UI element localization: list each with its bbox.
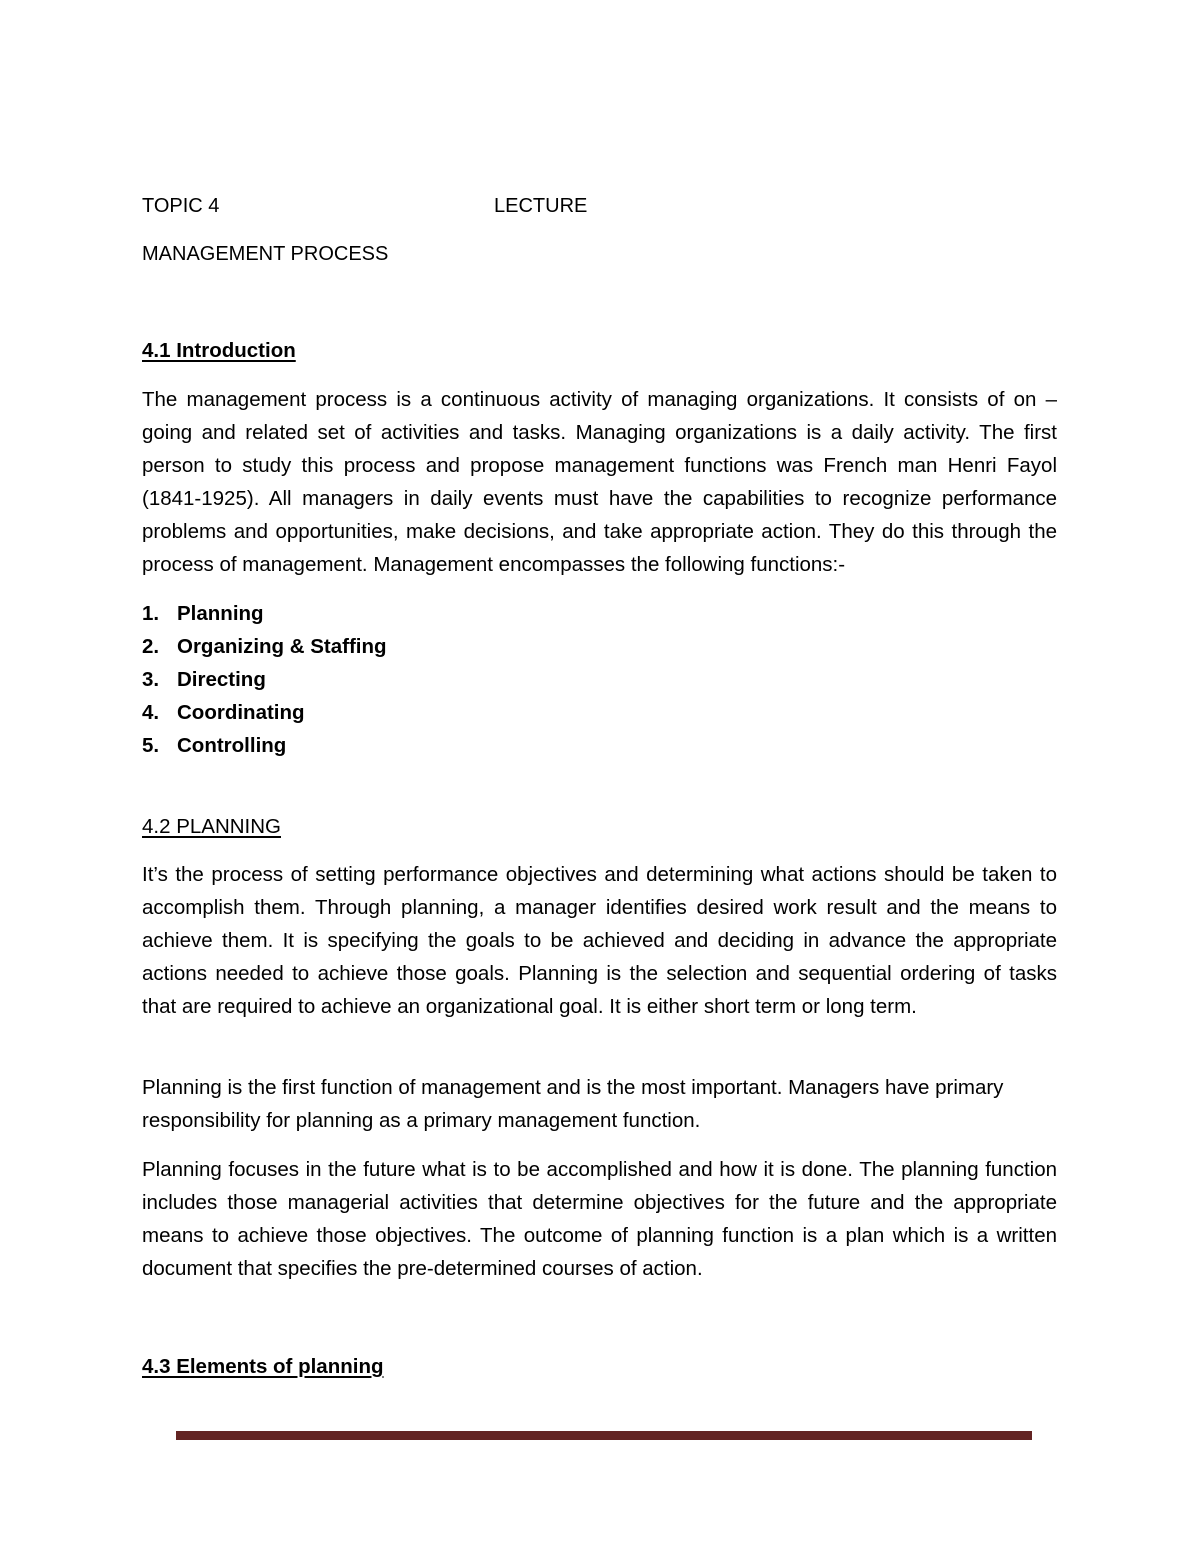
topic-label: TOPIC 4 [142,195,220,217]
page-title: MANAGEMENT PROCESS [142,243,389,265]
list-number: 3. [142,668,160,691]
planning-paragraph-3: Planning focuses in the future what is to be accomplished and how it is done. The planning function includes those managerial activities that determine objectives for the future and the appropriate means to achieve those objectives. The outcome of planning function is a plan which is a written document that specifies the pre-determined courses of action. [142,1158,1057,1280]
list-number: 4. [142,701,160,724]
section-heading-elements-of-planning: 4.3 Elements of planning [142,1355,384,1378]
list-item [142,696,387,729]
functions-list [142,597,387,762]
list-item-label: Directing [177,668,266,691]
list-item-label: Planning [177,602,264,625]
list-number: 2. [142,635,160,658]
planning-paragraph-1: It’s the process of setting performance objectives and determining what actions should be taken to accomplish them. Through planning, a manager identifies desired work result and the means to achieve them. It is specifying the goals to be achieved and deciding in advance the appropriate actions needed to achieve those goals. Planning is the selection and sequential ordering of tasks that are required to achieve an organizational goal. It is either short term or long term. [142,863,1057,1018]
list-number: 1. [142,602,160,625]
list-item-label: Coordinating [177,701,305,724]
introduction-text: The management process is a continuous activity of managing organizations. It consists of on – going and related set of activities and tasks. Managing organizations is a daily activity. The first person to study this process and propose management functions was French man Henri Fayol (1841-1925). All managers in daily events must have the capabilities to recognize performance problems and opportunities, make decisions, and take appropriate action. They do this through the process of management. Management encompasses the following functions:- [142,388,1057,576]
planning-paragraph-2: Planning is the first function of management and is the most important. Managers have primary responsibility for planning as a primary management function. [142,1076,1004,1132]
list-number: 5. [142,734,160,757]
footer-divider [176,1431,1032,1440]
list-item [142,630,387,663]
section-heading-introduction: 4.1 Introduction [142,339,296,362]
list-item-label: Organizing & Staffing [177,635,387,658]
list-item [142,597,387,630]
list-item [142,729,387,762]
section-heading-planning: 4.2 PLANNING [142,815,281,838]
list-item-label: Controlling [177,734,287,757]
introduction-paragraph [142,383,1057,581]
list-item [142,663,387,696]
lecture-label: LECTURE [494,195,588,217]
